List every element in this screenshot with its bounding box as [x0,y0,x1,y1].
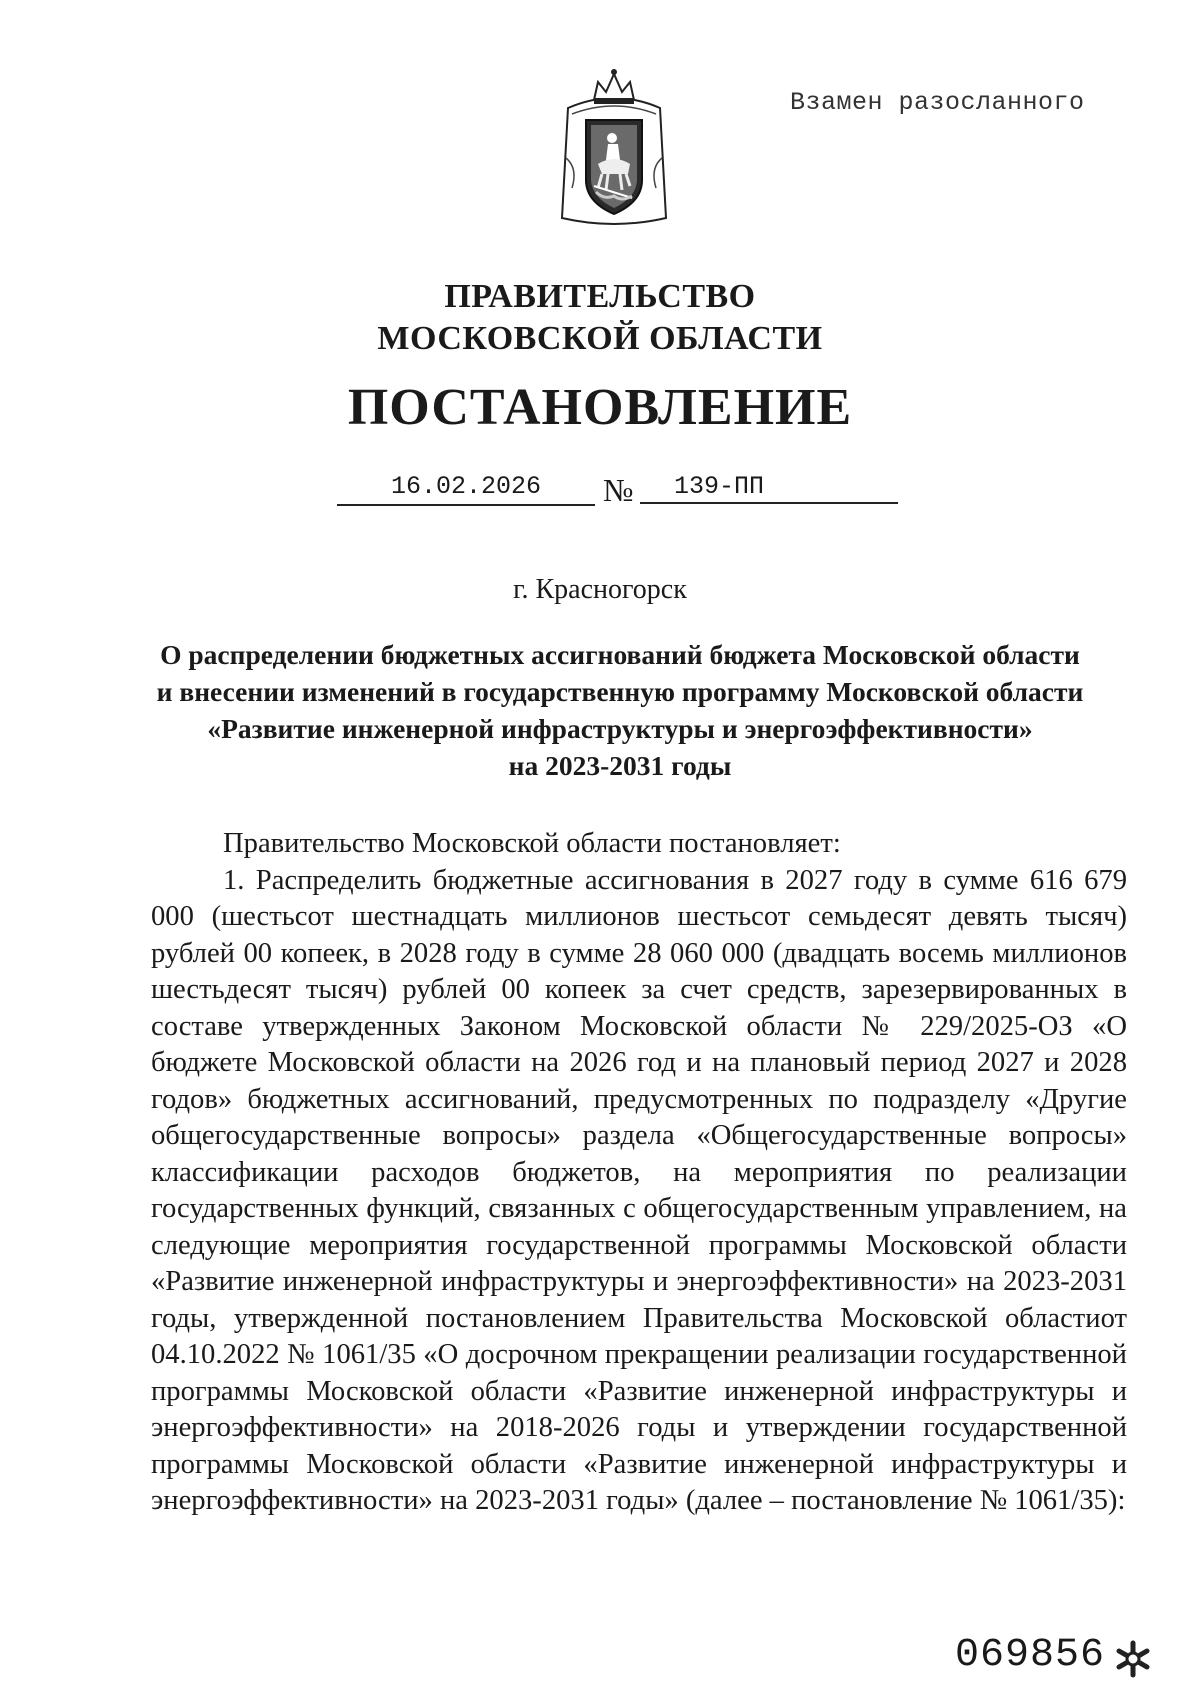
place-of-issue: г. Красногорск [513,574,687,605]
government-title-line2: МОСКОВСКОЙ ОБЛАСТИ [377,320,823,357]
government-title-line1: ПРАВИТЕЛЬСТВО [444,278,756,315]
subject-line: «Развитие инженерной инфраструктуры и энергоэффективности» [207,713,1033,744]
number-sign: № [603,472,634,508]
subject-line: и внесении изменений в государственную программу Московской области [156,676,1084,707]
serial-number: 069856 [955,1633,1106,1678]
replace-note: Взамен разосланного [790,88,1085,117]
subject-line: О распределении бюджетных ассигнований бюджета Московской области [160,639,1080,670]
document-subject [130,636,1110,784]
document-number: 139-ПП [640,470,898,504]
registration-row [0,470,1200,510]
document-date: 16.02.2026 [337,470,595,506]
asterisk-mark-icon [1114,1640,1152,1678]
document-type: ПОСТАНОВЛЕНИЕ [347,379,853,436]
coat-of-arms-icon [558,68,670,228]
government-title [0,276,1200,360]
subject-line: на 2023-2031 годы [508,750,732,781]
body-clause-1: 1. Распределить бюджетные ассигнования в 2027 году в сумме 616 679 000 (шестьсот шестнадцать миллионов шестьсот семьдесят девять тысяч) рублей 00 копеек, в 2028 году в сумме 28 060 000 (двадцать восемь миллионов шестьдесят тысяч) рублей 00 копеек за счет средств, зарезервированных в составе утвержденных Законом Московской области № 229/2025-ОЗ «О бюджете Московской области на 2026 год и на плановый период 2027 и 2028 годов» бюджетных ассигнований, предусмотренных по подразделу «Другие общегосударственные вопросы» раздела «Общегосударственные вопросы» классификации расходов бюджетов, на мероприятия по реализации государственных функций, связанных с общегосударственным управлением, на следующие мероприятия государственной программы Московской области «Развитие инженерной инфраструктуры и энергоэффективности» на 2023-2031 годы, утвержденной постановлением Правительства Московской областиот 04.10.2022 № 1061/35 «О досрочном прекращении реализации государственной программы Московской области «Развитие инженерной инфраструктуры и энергоэффективности» на 2018-2026 годы и утверждении государственной программы Московской области «Развитие инженерной инфраструктуры и энергоэффективности» на 2023-2031 годы» (далее – постановление № 1061/35): [151,864,1127,1516]
body-intro: Правительство Московской области постановляет: [223,828,841,859]
document-body [151,826,1127,1520]
